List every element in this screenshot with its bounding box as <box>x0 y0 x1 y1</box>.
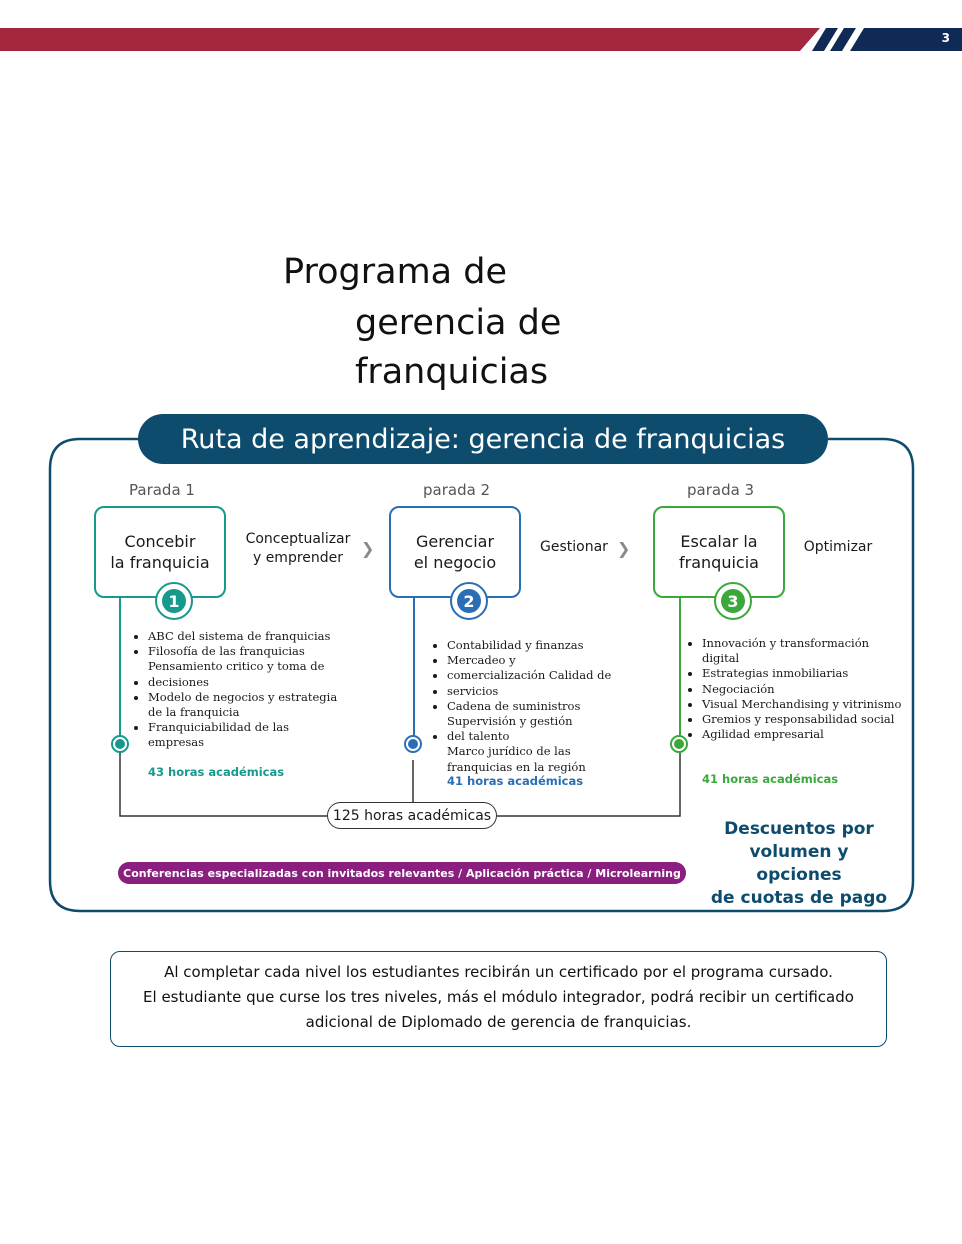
stop-2-topics <box>433 638 647 775</box>
stop-3-number: 3 <box>721 589 745 613</box>
certificate-line-3: adicional de Diplomado de gerencia de franquicias. <box>305 1013 692 1031</box>
stop-1-milestone-dot <box>111 735 129 753</box>
stop-3-number-badge <box>714 582 752 620</box>
certificate-line-1: Al completar cada nivel los estudiantes recibirán un certificado por el programa cursado. <box>164 963 833 981</box>
list-item: • ABC del sistema de franquicias <box>148 629 368 644</box>
list-item: • del talento <box>447 729 647 744</box>
stop-1-line <box>119 597 121 737</box>
stop-1-verb-line-2: y emprender <box>252 550 344 566</box>
list-item: franquicias en la región <box>447 759 586 774</box>
stop-3-title-line-1: Escalar la <box>680 532 758 551</box>
features-pill: Conferencias especializadas con invitados relevantes / Aplicación práctica / Microlearning <box>118 862 686 884</box>
stop-2-hours: 41 horas académicas <box>447 774 584 788</box>
list-item: • comercialización Calidad de <box>447 668 647 683</box>
title-line-3: franquicias <box>355 352 549 392</box>
list-item: Pensamiento critico y toma de <box>148 659 325 674</box>
list-item: • decisiones <box>148 675 368 690</box>
stop-2-title-line-2: el negocio <box>413 553 497 572</box>
list-item: • Contabilidad y finanzas <box>447 638 647 653</box>
list-item: • Filosofía de las franquicias <box>148 644 368 659</box>
route-banner: Ruta de aprendizaje: gerencia de franquicias <box>138 414 828 464</box>
discount-line-3: de cuotas de pago <box>710 888 888 908</box>
list-item: • Franquiciabilidad de las <box>148 720 368 735</box>
stop-2-verb-line-1: Gestionar <box>540 539 608 555</box>
chevron-right-icon: ❯ <box>617 539 631 558</box>
stop-1-verb <box>243 530 353 568</box>
stop-1-hours: 43 horas académicas <box>148 765 285 779</box>
stop-1-box <box>94 506 226 598</box>
stop-3-title-line-2: franquicia <box>679 553 759 572</box>
chevron-right-icon: ❯ <box>361 539 375 558</box>
discount-line-2: volumen y opciones <box>749 842 849 885</box>
list-item: Supervisión y gestión <box>447 714 573 729</box>
stop-2-line <box>413 597 415 737</box>
stop-2-verb <box>534 538 614 557</box>
list-item: digital <box>702 651 740 666</box>
stop-2-title-line-1: Gerenciar <box>415 532 495 551</box>
stop-1-topics <box>134 629 368 751</box>
list-item: empresas <box>148 735 205 750</box>
list-item: • Modelo de negocios y estrategia <box>148 690 368 705</box>
stop-1-label: Parada 1 <box>129 481 195 499</box>
title-line-1: Programa de <box>283 252 507 292</box>
stop-1-title-line-2: la franquicia <box>110 553 210 572</box>
stop-1-number: 1 <box>162 589 186 613</box>
stop-2-milestone-dot <box>404 735 422 753</box>
total-hours-pill: 125 horas académicas <box>327 802 497 829</box>
list-item: • Negociación <box>702 682 917 697</box>
stop-3-box <box>653 506 785 598</box>
list-item: • servicios <box>447 684 647 699</box>
list-item: de la franquicia <box>148 705 240 720</box>
discount-line-1: Descuentos por <box>724 819 874 839</box>
stop-2-label: parada 2 <box>423 481 491 499</box>
certificate-line-2: El estudiante que curse los tres niveles, más el módulo integrador, podrá recibir un certificado <box>143 988 854 1006</box>
discount-note <box>706 818 892 910</box>
stop-1-verb-line-1: Conceptualizar <box>245 531 351 547</box>
list-item: • Visual Merchandising y vitrinismo <box>702 697 917 712</box>
title-line-2: gerencia de <box>355 303 562 343</box>
page-number: 3 <box>941 31 950 45</box>
stop-2-number-badge <box>450 582 488 620</box>
stop-1-number-badge <box>155 582 193 620</box>
list-item: • Innovación y transformación <box>702 636 917 651</box>
list-item: • Mercadeo y <box>447 653 647 668</box>
list-item: Marco jurídico de las <box>447 744 571 759</box>
list-item: • Estrategias inmobiliarias <box>702 666 917 681</box>
certificate-note <box>110 951 887 1047</box>
stop-3-topics <box>688 636 917 742</box>
stop-3-hours: 41 horas académicas <box>702 772 839 786</box>
list-item: • Gremios y responsabilidad social <box>702 712 917 727</box>
stop-3-label: parada 3 <box>687 481 755 499</box>
stop-3-line <box>679 597 681 737</box>
stop-3-verb <box>800 538 876 557</box>
stop-1-title-line-1: Concebir <box>124 532 196 551</box>
stop-2-number: 2 <box>457 589 481 613</box>
stop-3-milestone-dot <box>670 735 688 753</box>
list-item: • Agilidad empresarial <box>702 727 917 742</box>
stop-3-verb-line-1: Optimizar <box>803 539 873 555</box>
stop-2-box <box>389 506 521 598</box>
list-item: • Cadena de suministros <box>447 699 647 714</box>
